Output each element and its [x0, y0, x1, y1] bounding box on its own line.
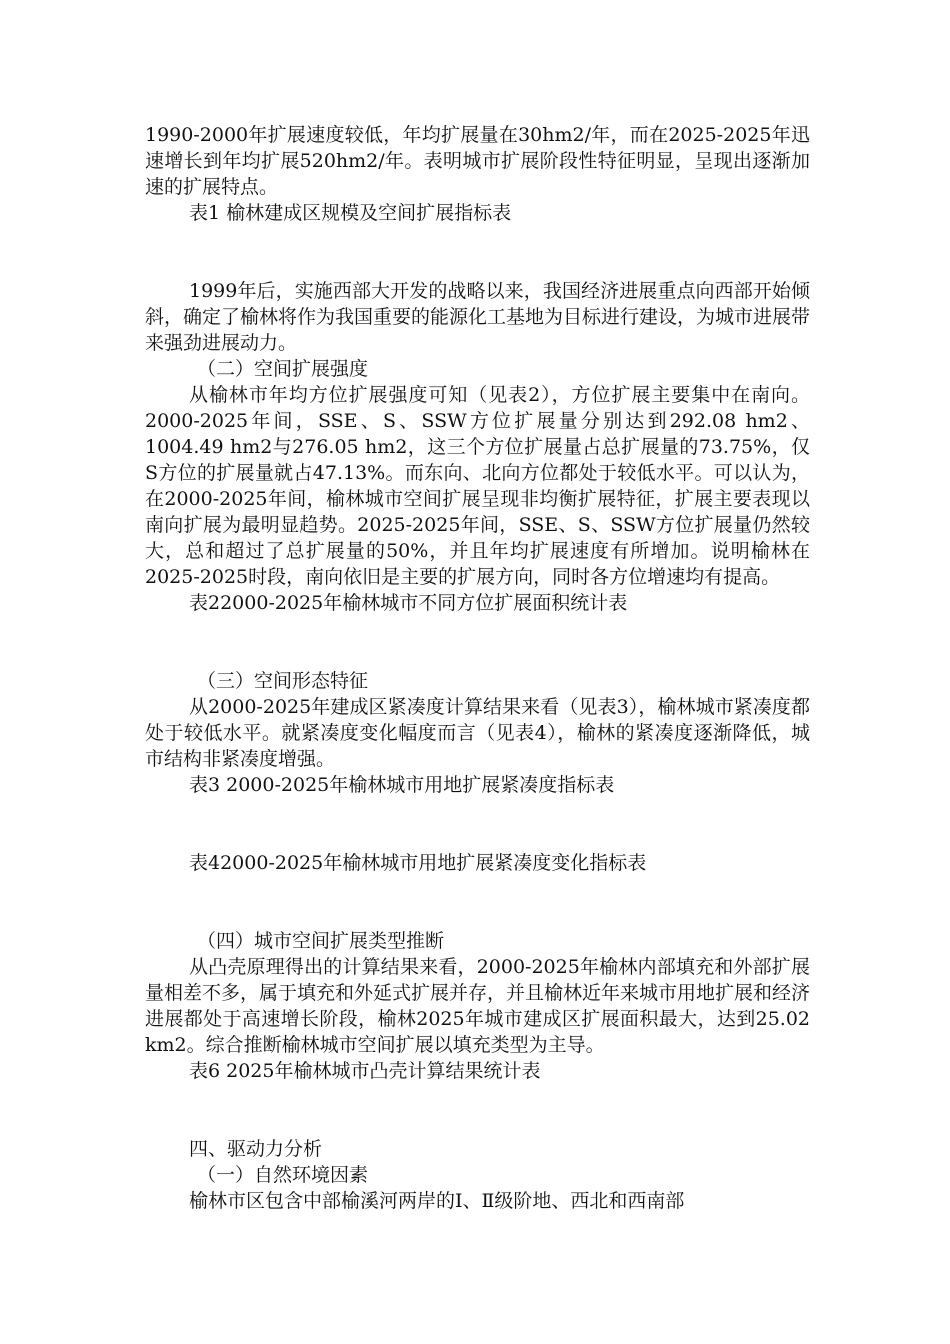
heading-natural-environment: （一）自然环境因素 [197, 1164, 369, 1186]
heading-expansion-type: （四）城市空间扩展类型推断 [197, 930, 445, 952]
paragraph-expansion-speed: 1990-2000年扩展速度较低，年均扩展量在30hm2/年，而在2025-2025年迅速增长到年均扩展520hm2/年。表明城市扩展阶段性特征明显，呈现出逐渐加速的扩展特点。 [145, 124, 810, 198]
table-3-caption: 表3 2000-2025年榆林城市用地扩展紧凑度指标表 [189, 774, 615, 796]
section-heading-driving-forces: 四、驱动力分析 [189, 1138, 323, 1160]
heading-expansion-intensity: （二）空间扩展强度 [197, 358, 369, 380]
paragraph-directional-expansion: 从榆林市年均方位扩展强度可知（见表2），方位扩展主要集中在南向。2000-2025年间，SSE、S、SSW方位扩展量分别达到292.08 hm2、1004.49 hm2与276.05 hm2，这三个方位扩展量占总扩展量的73.75%，仅S方位的扩展量就占47.13%。而东向、北向方位都处于较低水平。可以认为，在2000-2025年间，榆林城市空间扩展呈现非均衡扩展特征，扩展主要表现以南向扩展为最明显趋势。2025-2025年间，SSE、S、SSW方位扩展量仍然较大，总和超过了总扩展量的50%，并且年均扩展速度有所增加。说明榆林在2025-2025时段，南向依旧是主要的扩展方向，同时各方位增速均有提高。 [145, 384, 810, 588]
table-3-placeholder [145, 798, 810, 850]
heading-spatial-form: （三）空间形态特征 [197, 670, 369, 692]
table-4-caption: 表42000-2025年榆林城市用地扩展紧凑度变化指标表 [189, 852, 647, 874]
paragraph-terrain: 榆林市区包含中部榆溪河两岸的Ⅰ、Ⅱ级阶地、西北和西南部 [189, 1190, 685, 1212]
table-4-placeholder [145, 876, 810, 928]
table-6-placeholder [145, 1084, 810, 1136]
document-body [145, 122, 810, 1214]
paragraph-convex-hull: 从凸壳原理得出的计算结果来看，2000-2025年榆林内部填充和外部扩展量相差不多，属于填充和外延式扩展并存，并且榆林近年来城市用地扩展和经济进展都处于高速增长阶段，榆林2025年城市建成区扩展面积最大，达到25.02 km2。综合推断榆林城市空间扩展以填充类型为主导。 [145, 956, 811, 1056]
table-2-caption: 表22000-2025年榆林城市不同方位扩展面积统计表 [189, 592, 628, 614]
paragraph-compactness: 从2000-2025年建成区紧凑度计算结果来看（见表3），榆林城市紧凑度都处于较低水平。就紧凑度变化幅度而言（见表4），榆林的紧凑度逐渐降低，城市结构非紧凑度增强。 [145, 696, 810, 770]
table-1-placeholder [145, 226, 810, 278]
table-1-caption: 表1 榆林建成区规模及空间扩展指标表 [189, 202, 512, 224]
paragraph-western-development: 1999年后，实施西部大开发的战略以来，我国经济进展重点向西部开始倾斜，确定了榆林将作为我国重要的能源化工基地为目标进行建设，为城市进展带来强劲进展动力。 [145, 280, 811, 354]
table-2-placeholder [145, 616, 810, 668]
table-6-caption: 表6 2025年榆林城市凸壳计算结果统计表 [189, 1060, 541, 1082]
